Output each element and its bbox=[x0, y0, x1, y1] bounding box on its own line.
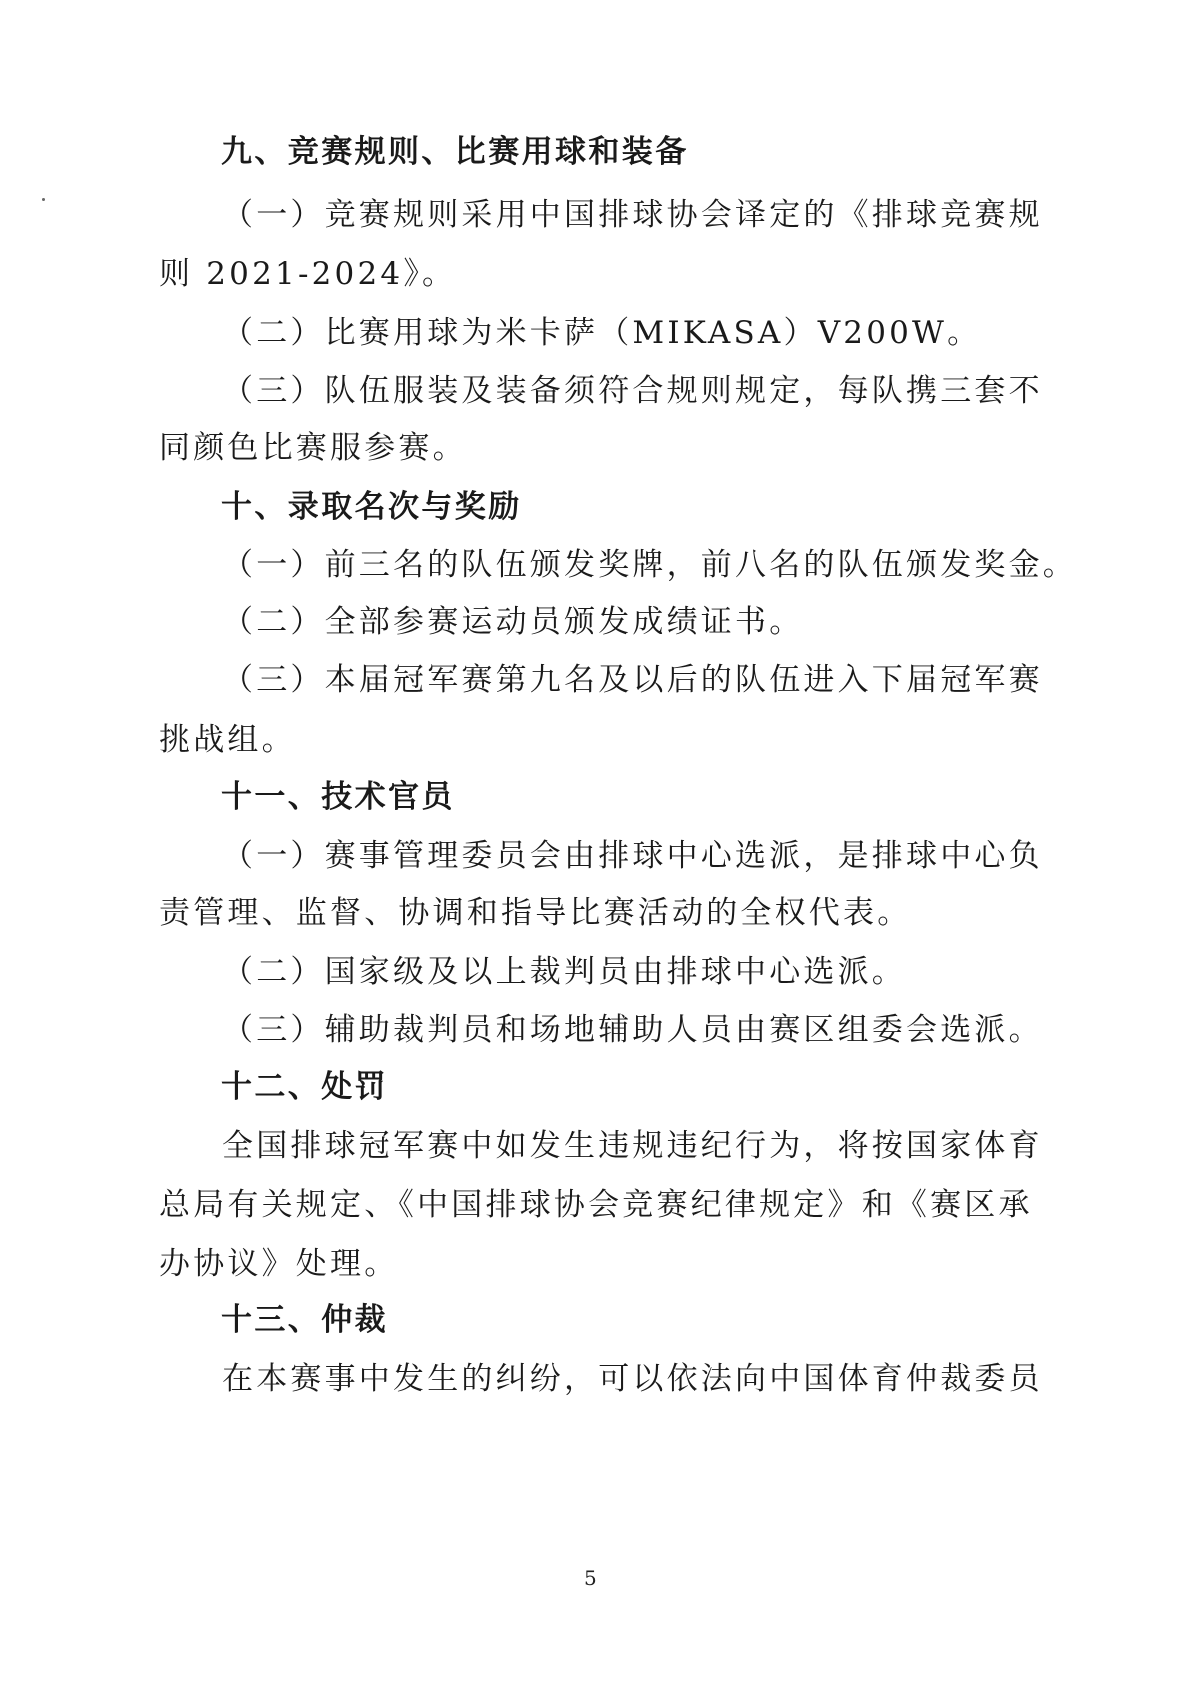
paragraph-line: （三）队伍服装及装备须符合规则规定，每队携三套不 bbox=[222, 373, 1043, 409]
paragraph-line: （三）辅助裁判员和场地辅助人员由赛区组委会选派。 bbox=[222, 1012, 1043, 1048]
section-heading-10: 十、录取名次与奖励 bbox=[221, 489, 522, 525]
paragraph-line: （二）国家级及以上裁判员由排球中心选派。 bbox=[222, 954, 906, 990]
paragraph-line: 挑战组。 bbox=[159, 722, 296, 758]
paragraph-line: （二）全部参赛运动员颁发成绩证书。 bbox=[222, 604, 804, 640]
paragraph-line: 总局有关规定、《中国排球协会竞赛纪律规定》和《赛区承 bbox=[159, 1187, 1033, 1223]
paragraph-line: （二）比赛用球为米卡萨（MIKASA）V200W。 bbox=[222, 315, 982, 351]
paragraph-line: 在本赛事中发生的纠纷，可以依法向中国体育仲裁委员 bbox=[222, 1361, 1043, 1397]
paragraph-line: 同颜色比赛服参赛。 bbox=[159, 430, 467, 466]
paragraph-line: （一）赛事管理委员会由排球中心选派，是排球中心负 bbox=[222, 838, 1043, 874]
paragraph-line: （一）竞赛规则采用中国排球协会译定的《排球竞赛规 bbox=[222, 197, 1043, 233]
paragraph-line: （一）前三名的队伍颁发奖牌，前八名的队伍颁发奖金。 bbox=[222, 547, 1077, 583]
section-heading-9: 九、竞赛规则、比赛用球和装备 bbox=[221, 134, 689, 170]
paragraph-line: 责管理、监督、协调和指导比赛活动的全权代表。 bbox=[159, 895, 912, 931]
section-heading-11: 十一、技术官员 bbox=[221, 779, 455, 815]
section-heading-13: 十三、仲裁 bbox=[221, 1302, 388, 1338]
paragraph-line: 则 2021-2024》。 bbox=[159, 256, 457, 292]
page-number: 5 bbox=[584, 1566, 597, 1590]
paragraph-line: （三）本届冠军赛第九名及以后的队伍进入下届冠军赛 bbox=[222, 662, 1043, 698]
scan-speck bbox=[42, 198, 45, 201]
paragraph-line: 办协议》处理。 bbox=[159, 1246, 399, 1282]
section-heading-12: 十二、处罚 bbox=[221, 1069, 388, 1105]
paragraph-line: 全国排球冠军赛中如发生违规违纪行为，将按国家体育 bbox=[222, 1128, 1043, 1164]
